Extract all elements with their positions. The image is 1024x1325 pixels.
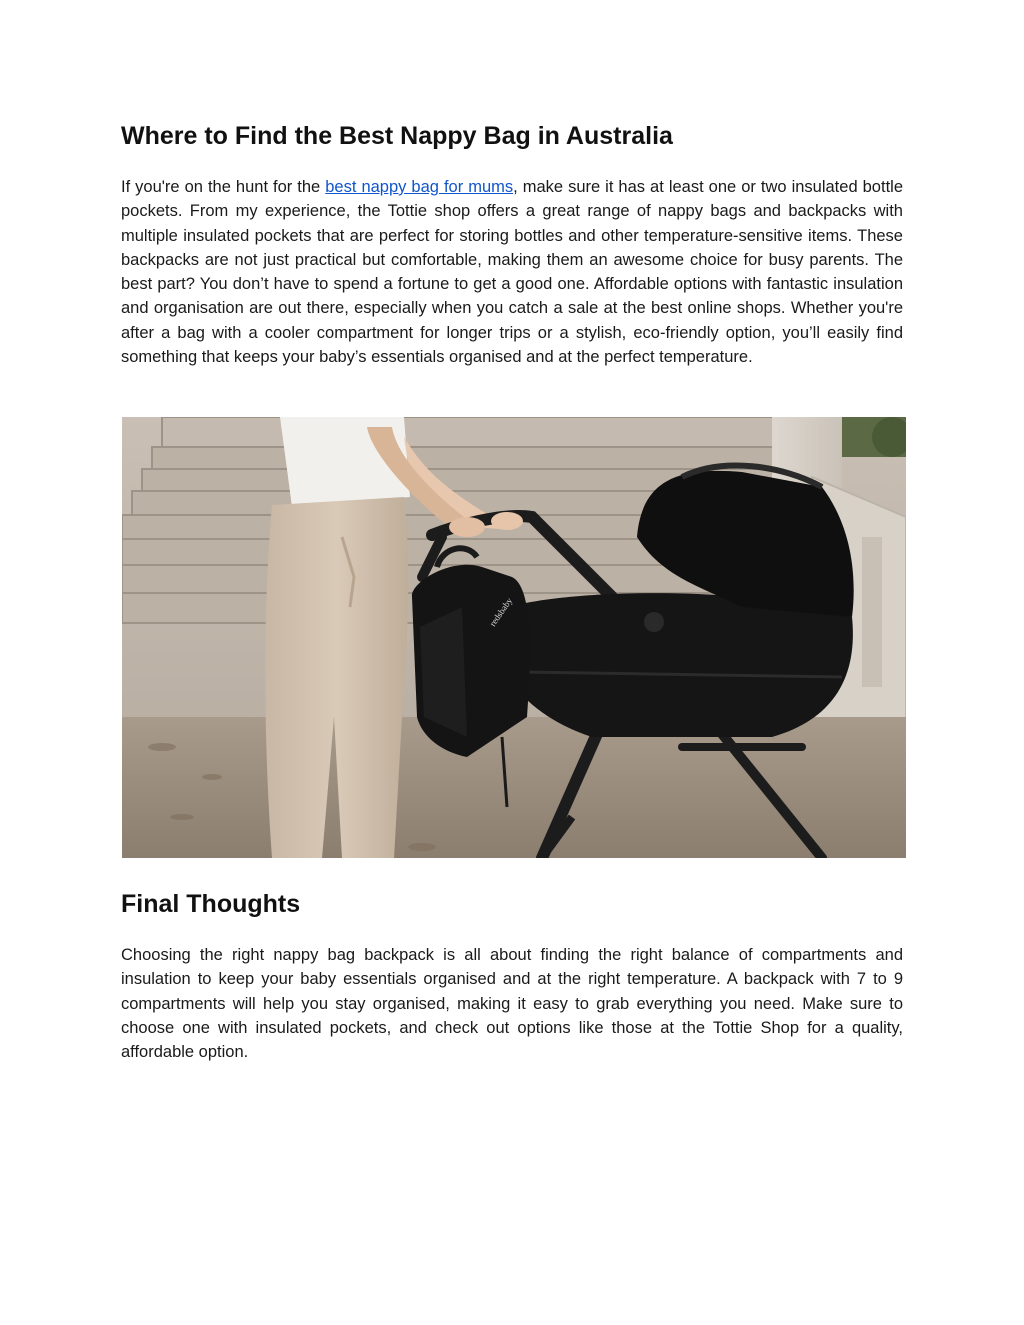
intro-text-end: , make sure it has at least one or two insulated bottle pockets. From my experience, the Tottie shop offers a great range of nappy bags and backpacks with multiple insulated pockets that are perfect for storing bottles and other temperature-sensitive items. These backpacks are not just practical but comfortable, making them an awesome choice for busy parents. The best part? You don’t have to spend a fortune to get a good one. Affordable options with fantastic insulation and organisation are out there, especially when you catch a sale at the best online shops. Whether you're after a bag with a cooler compartment for longer trips or a stylish, eco-friendly option, you’ll easily find something that keeps your baby’s essentials organised and at the perfect temperature. [121,178,903,367]
intro-paragraph [121,175,903,369]
stroller-photo [122,417,906,858]
section-heading-where-to-find: Where to Find the Best Nappy Bag in Australia [121,122,673,150]
section-heading-final-thoughts: Final Thoughts [121,890,301,918]
bag-brand-label: redsbaby [487,595,515,629]
best-nappy-bag-link[interactable]: best nappy bag for mums [325,178,514,196]
intro-text-start: If you're on the hunt for the [121,178,326,196]
final-paragraph: Choosing the right nappy bag backpack is all about finding the right balance of compartments and insulation to keep your baby essentials organised and at the right temperature. A backpack with 7 to 9 compartments will help you stay organised, making it easy to grab everything you need. Make sure to choose one with insulated pockets, and check out options like those at the Tottie Shop for a quality, affordable option. [121,946,903,1062]
